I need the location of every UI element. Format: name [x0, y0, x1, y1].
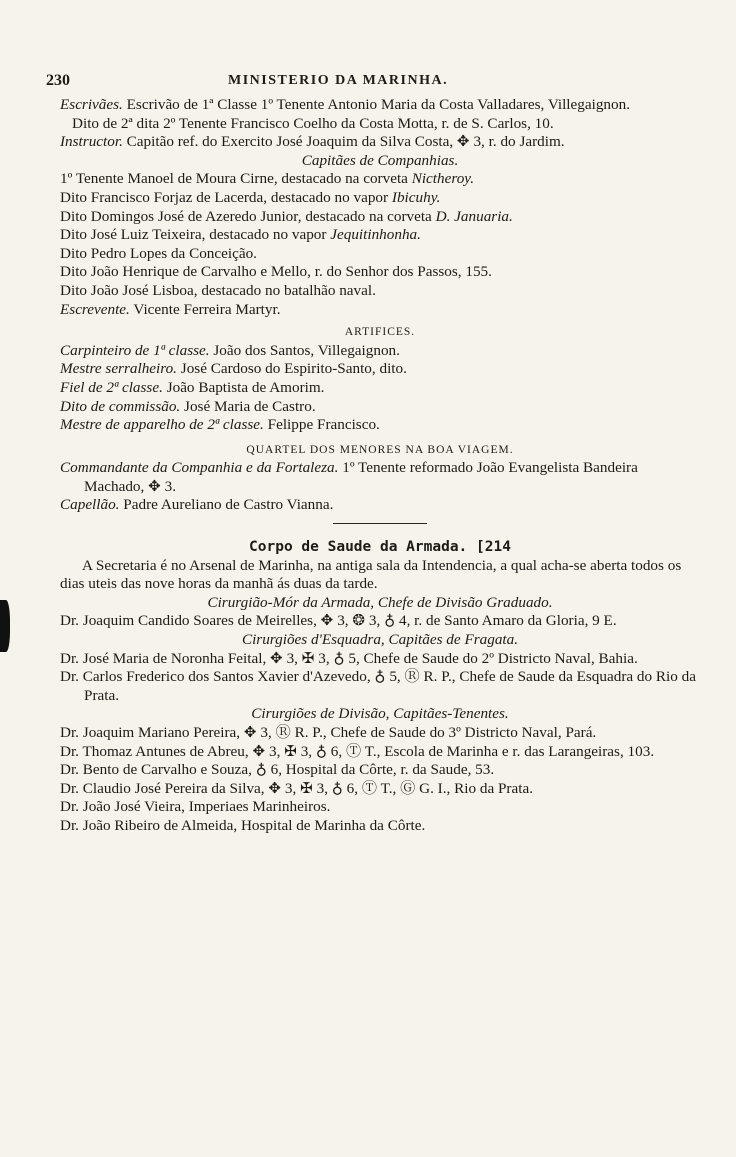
list-item: Carpinteiro de 1ª classe. João dos Santos, Villegaignon.	[60, 341, 400, 359]
entry-saude: Dr. João Ribeiro de Almeida, Hospital de Marinha da Côrte.	[60, 816, 426, 834]
entry-saude: Dr. João José Vieira, Imperiaes Marinheiros.	[60, 798, 331, 816]
entry-saude: Dr. Thomaz Antunes de Abreu, ✥ 3, ✠ 3, ♁ 6, Ⓣ T., Escola de Marinha e r. das Larangeiras, 103.	[60, 742, 655, 760]
heading-quartel: QUARTEL DOS MENORES NA BOA VIAGEM.	[246, 443, 514, 456]
heading-capitaes: Capitães de Companhias.	[301, 151, 459, 169]
list-item: Fiel de 2ª classe. João Baptista de Amorim.	[60, 378, 325, 396]
entry-escrivaes: Escrivães. Escrivão de 1ª Classe 1º Tenente Antonio Maria da Costa Valladares, Villegaignon.	[60, 96, 630, 113]
entry-saude: Dr. Carlos Frederico dos Santos Xavier d'Azevedo, ♁ 5, Ⓡ R. P., Chefe de Saude da Esquadra do Rio da Prata.	[60, 668, 696, 704]
entry-capellao: Capellão. Padre Aureliano de Castro Vianna.	[60, 496, 334, 514]
list-item: Mestre serralheiro. José Cardoso do Espirito-Santo, dito.	[60, 360, 407, 378]
list-item: Dito de commissão. José Maria de Castro.	[60, 397, 316, 415]
entry-saude: Dr. Claudio José Pereira da Silva, ✥ 3, ✠ 3, ♁ 6, Ⓣ T., Ⓖ G. I., Rio da Prata.	[60, 779, 533, 797]
list-item: Dito João Henrique de Carvalho e Mello, r. do Senhor dos Passos, 155.	[60, 263, 492, 281]
entry-escrevente: Escrevente. Vicente Ferreira Martyr.	[60, 300, 281, 318]
binding-shadow	[0, 600, 10, 652]
list-item: Dito Pedro Lopes da Conceição.	[60, 244, 257, 262]
page-body	[60, 96, 700, 836]
section-divider	[333, 523, 427, 524]
entry-saude: Dr. Joaquim Candido Soares de Meirelles, ✥ 3, ❂ 3, ♁ 4, r. de Santo Amaro da Gloria, 9 E.	[60, 612, 617, 630]
list-item: Dito João José Lisboa, destacado no batalhão naval.	[60, 281, 376, 299]
running-title: MINISTERIO DA MARINHA.	[228, 73, 449, 88]
entry-saude: Dr. Joaquim Mariano Pereira, ✥ 3, Ⓡ R. P., Chefe de Saude do 3º Districto Naval, Pará.	[60, 724, 597, 741]
page-header	[46, 72, 676, 94]
list-item: Dito Francisco Forjaz de Lacerda, destacado no vapor Ibicuhy.	[60, 188, 441, 206]
page-number: 230	[46, 72, 70, 89]
list-item: 1º Tenente Manoel de Moura Cirne, destacado na corveta Nictheroy.	[60, 170, 474, 188]
subheading-cirurgiao-mor: Cirurgião-Mór da Armada, Chefe de Divisão Graduado.	[207, 593, 553, 611]
heading-artifices: ARTIFICES.	[344, 326, 416, 339]
list-item: Mestre de apparelho de 2ª classe. Felippe Francisco.	[60, 416, 380, 434]
subheading-esquadra: Cirurgiões d'Esquadra, Capitães de Fragata.	[241, 631, 519, 649]
entry-saude: Dr. Bento de Carvalho e Souza, ♁ 6, Hospital da Côrte, r. da Saude, 53.	[60, 761, 495, 779]
subheading-divisao: Cirurgiões de Divisão, Capitães-Tenentes.	[251, 705, 509, 723]
section-title-saude: Corpo de Saude da Armada. [214	[249, 539, 511, 556]
entry-dito-escrivao: Dito de 2ª dita 2º Tenente Francisco Coelho da Costa Motta, r. de S. Carlos, 10.	[72, 114, 554, 132]
entry-commandante: Commandante da Companhia e da Fortaleza. 1º Tenente reformado João Evangelista Bandeira Machado, ✥ 3.	[60, 459, 638, 495]
entry-saude: Dr. José Maria de Noronha Feital, ✥ 3, ✠ 3, ♁ 5, Chefe de Saude do 2º Districto Naval, Bahia.	[60, 649, 638, 667]
entry-instructor: Instructor. Capitão ref. do Exercito José Joaquim da Silva Costa, ✥ 3, r. do Jardim.	[60, 133, 565, 151]
list-item: Dito José Luiz Teixeira, destacado no vapor Jequitinhonha.	[60, 226, 421, 244]
list-item: Dito Domingos José de Azeredo Junior, destacado na corveta D. Januaria.	[60, 207, 513, 225]
saude-intro: A Secretaria é no Arsenal de Marinha, na antiga sala da Intendencia, a qual acha-se aberta todos os dias uteis das nove horas da manhã ás duas da tarde.	[60, 556, 682, 593]
